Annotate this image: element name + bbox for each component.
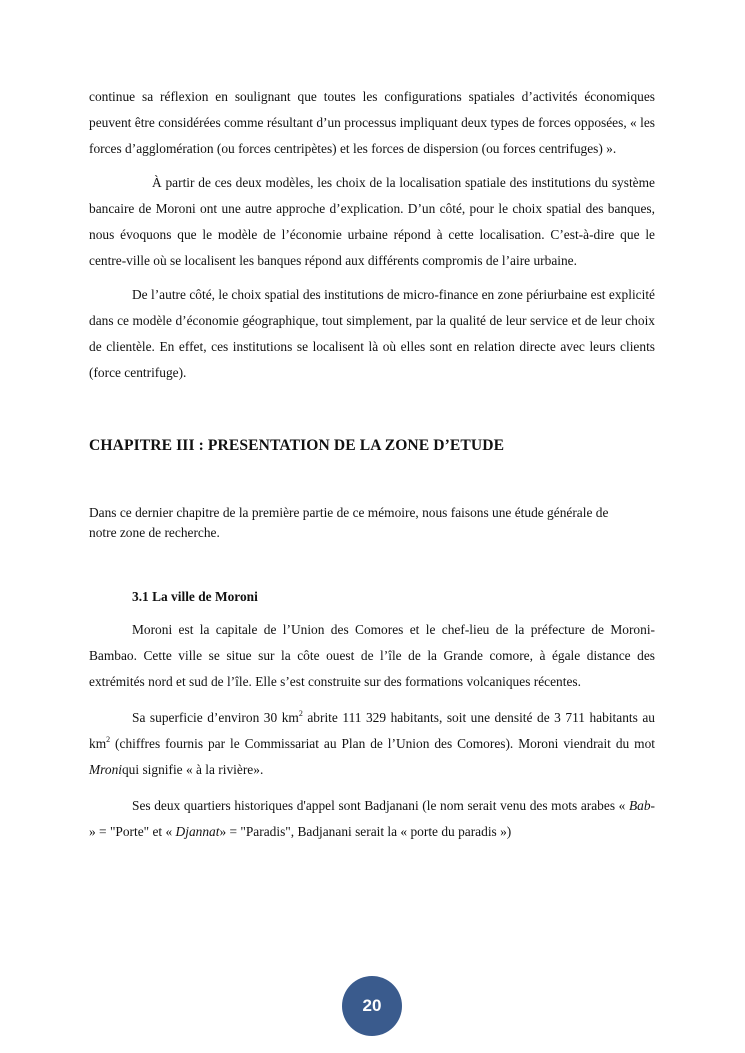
body-paragraph-1: continue sa réflexion en soulignant que toutes les configurations spatiales d’activités économiques peuvent être considérées comme résultant d’un processus impliquant deux types de forces opposées, « les forces d’agglomération (ou forces centripètes) et les forces de dispersion (ou forces centrifuges) ». (89, 89, 655, 156)
text-run: abrite 111 329 habitants, soit une densité de 3 711 habitants au km (89, 710, 655, 751)
text-run: (chiffres fournis par le Commissariat au Plan de l’Union des Comores). Moroni viendrait du mot (110, 736, 655, 751)
section-paragraph-2 (89, 705, 655, 783)
chapter-intro: Dans ce dernier chapitre de la première partie de ce mémoire, nous faisons une étude générale de notre zone de recherche. (89, 505, 609, 540)
page-number: 20 (362, 996, 382, 1015)
superscript: 2 (298, 709, 303, 718)
text-run: Ses deux quartiers historiques d'appel sont Badjanani (le nom serait venu des mots arabes « (132, 798, 629, 813)
section-title: 3.1 La ville de Moroni (132, 589, 258, 604)
body-paragraph-2: À partir de ces deux modèles, les choix de la localisation spatiale des institutions du système bancaire de Moroni ont une autre approche d’explication. D’un côté, pour le choix spatial des banques, nous évoquons que le modèle de l’économie urbaine répond à cette localisation. C’est-à-dire que le centre-ville où se localisent les banques répond aux différents compromis de l’aire urbaine. (89, 175, 655, 268)
superscript: 2 (106, 735, 111, 744)
text-run: » = "Porte" et « (89, 824, 176, 839)
document-page (89, 84, 655, 845)
chapter-title: CHAPITRE III : PRESENTATION DE LA ZONE D’ETUDE (89, 437, 505, 454)
body-paragraph-3: De l’autre côté, le choix spatial des institutions de micro-finance en zone périurbaine est explicité dans ce modèle d’économie géographique, tout simplement, par la qualité de leur service et de leur choix de clientèle. En effet, ces institutions se localisent là où elles sont en relation directe avec leurs clients (force centrifuge). (89, 287, 655, 380)
text-run: » = "Paradis", Badjanani serait la « porte du paradis ») (219, 824, 512, 839)
text-run: Sa superficie d’environ 30 km (132, 710, 299, 725)
page-number-badge (342, 976, 402, 1036)
section-paragraph-3 (89, 793, 655, 845)
italic-word: Bab- (628, 798, 655, 813)
italic-word: Djannat (175, 824, 220, 839)
italic-word: Mroni (89, 762, 122, 777)
text-run: qui signifie « à la rivière». (121, 762, 264, 777)
section-paragraph-1: Moroni est la capitale de l’Union des Comores et le chef-lieu de la préfecture de Moroni-Bambao. Cette ville se situe sur la côte ouest de l’île de la Grande comore, à égale distance des extrémités nord et sud de l’île. Elle s’est construite sur des formations volcaniques récentes. (89, 622, 655, 689)
